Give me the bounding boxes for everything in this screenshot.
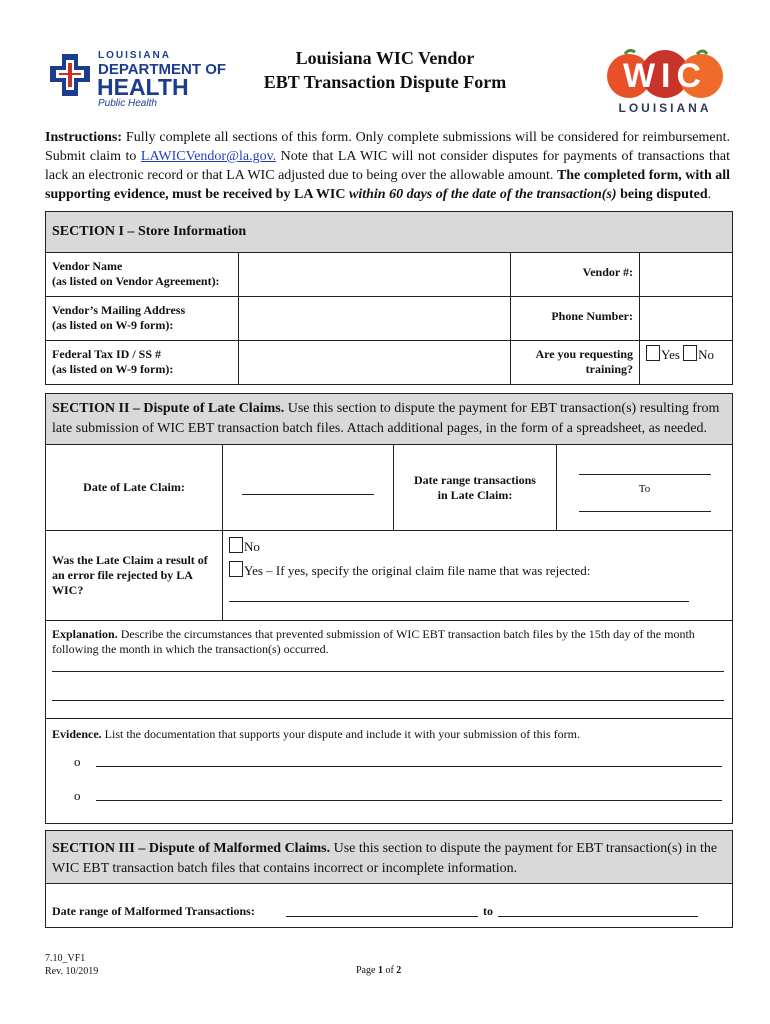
- phone-number-field[interactable]: [640, 297, 733, 341]
- form-code: 7.10_VF1: [45, 953, 86, 964]
- explanation-text: Describe the circumstances that prevented submission of WIC EBT transaction batch files by the 15th day of the month following the month in which the transaction(s) occurred.: [52, 627, 695, 656]
- phone-number-label: Phone Number:: [511, 297, 640, 341]
- vendor-name-label: Vendor Name: [52, 259, 123, 273]
- training-no-checkbox[interactable]: [683, 345, 697, 361]
- section2: [45, 393, 733, 824]
- explanation-label: Explanation.: [52, 627, 118, 641]
- vendor-name-field[interactable]: [239, 253, 511, 297]
- evidence-line-2[interactable]: [96, 784, 722, 801]
- tax-id-field[interactable]: [239, 341, 511, 385]
- instructions-text2: Note that LA WIC will not consider disputes for payments of transactions that lack an electronic record or that LA WIC adjusted due to being over the allowable amount.: [45, 149, 730, 183]
- rejected-file-name-field[interactable]: [229, 579, 689, 602]
- date-range-sublabel: in Late Claim:: [437, 487, 513, 502]
- page-of: of: [382, 965, 397, 976]
- error-file-yes-label: Yes – If yes, specify the original claim file name that was rejected:: [244, 563, 591, 578]
- vendor-number-label: Vendor #:: [511, 253, 640, 297]
- section1: [45, 211, 733, 385]
- date-range-start-field[interactable]: [579, 464, 711, 475]
- evidence-text: List the documentation that supports your dispute and include it with your submission of this form.: [104, 727, 580, 741]
- instructions-text1: Fully complete all sections of this form. Only complete submissions will be considered for reimbursement. Submit claim to: [45, 130, 731, 164]
- section2-description: Use this section to dispute the payment for EBT transaction(s) resulting from late submission of WIC EBT transaction batch files. Attach additional pages, in the form of a spreadsheet, as needed.: [52, 401, 720, 436]
- section1-title: SECTION I – Store Information: [52, 224, 247, 239]
- late-claim-date-label: Date of Late Claim:: [46, 445, 223, 531]
- instructions-end: .: [707, 187, 712, 202]
- error-file-question: Was the Late Claim a result of an error file rejected by LA WIC?: [46, 531, 223, 621]
- evidence-bullet-1: o: [74, 754, 81, 769]
- wic-logo: [605, 48, 725, 118]
- ldh-line4: Public Health: [98, 98, 157, 109]
- page-total: 2: [396, 965, 402, 976]
- evidence-bullet-2: o: [74, 788, 81, 803]
- page-prefix: Page: [356, 965, 378, 976]
- wic-word: WIC: [622, 57, 708, 95]
- form-title: Louisiana WIC Vendor: [295, 48, 475, 68]
- date-range-end-field[interactable]: [579, 499, 711, 512]
- malformed-range-start-field[interactable]: [286, 898, 478, 917]
- instructions-label: Instructions:: [45, 130, 123, 145]
- training-sublabel: training?: [585, 362, 633, 376]
- mailing-address-label: Vendor’s Mailing Address: [52, 303, 186, 317]
- footer-meta: [45, 952, 98, 978]
- instructions: [45, 128, 730, 204]
- ldh-line3: HEALTH: [97, 74, 189, 100]
- training-yes-checkbox[interactable]: [646, 345, 660, 361]
- vendor-number-field[interactable]: [640, 253, 733, 297]
- ldh-cross-icon: [48, 52, 92, 98]
- training-label: Are you requesting: [535, 347, 633, 361]
- ldh-line2: DEPARTMENT OF: [98, 61, 227, 78]
- wic-state: LOUISIANA: [618, 101, 712, 115]
- error-file-no-checkbox[interactable]: [229, 537, 243, 553]
- malformed-range-to: to: [483, 904, 493, 918]
- page-current: 1: [377, 965, 383, 976]
- section3-description: Use this section to dispute the payment for EBT transaction(s) in the WIC EBT transaction batch files that contains incorrect or incomplete information.: [52, 841, 718, 876]
- tax-id-sublabel: (as listed on W-9 form):: [52, 362, 174, 376]
- page-number: [356, 965, 401, 976]
- evidence-label: Evidence.: [52, 727, 102, 741]
- malformed-range-label: Date range of Malformed Transactions:: [52, 904, 255, 918]
- instructions-bold-italic: within 60 days of the date of the transaction(s): [349, 187, 617, 202]
- ldh-line1: LOUISIANA: [98, 50, 171, 61]
- mailing-address-sublabel: (as listed on W-9 form):: [52, 318, 174, 332]
- form-subtitle: EBT Transaction Dispute Form: [263, 72, 507, 92]
- instructions-bold1: The completed form, with all supporting evidence, must be received by LA WIC: [45, 168, 731, 202]
- ldh-logo: [48, 50, 228, 110]
- date-range-to: To: [638, 482, 651, 495]
- email-link[interactable]: LAWICVendor@la.gov.: [140, 149, 277, 164]
- explanation-line-2[interactable]: [52, 672, 724, 701]
- section3-title: SECTION III – Dispute of Malformed Claims.: [52, 841, 331, 856]
- form-revision: Rev. 10/2019: [45, 966, 99, 977]
- instructions-bold2: being disputed: [620, 187, 708, 202]
- section3: [45, 830, 733, 928]
- malformed-range-end-field[interactable]: [498, 898, 698, 917]
- explanation-line-1[interactable]: [52, 657, 724, 672]
- mailing-address-field[interactable]: [239, 297, 511, 341]
- evidence-line-1[interactable]: [96, 750, 722, 767]
- section2-title: SECTION II – Dispute of Late Claims.: [52, 401, 285, 416]
- tax-id-label: Federal Tax ID / SS #: [52, 347, 162, 361]
- error-file-yes-checkbox[interactable]: [229, 561, 243, 577]
- error-file-no-label: No: [244, 539, 260, 554]
- training-yes-label: Yes: [661, 347, 680, 362]
- vendor-name-sublabel: (as listed on Vendor Agreement):: [52, 274, 220, 288]
- late-claim-date-field[interactable]: [242, 480, 374, 495]
- date-range-label: Date range transactions: [414, 472, 536, 487]
- training-no-label: No: [698, 347, 715, 362]
